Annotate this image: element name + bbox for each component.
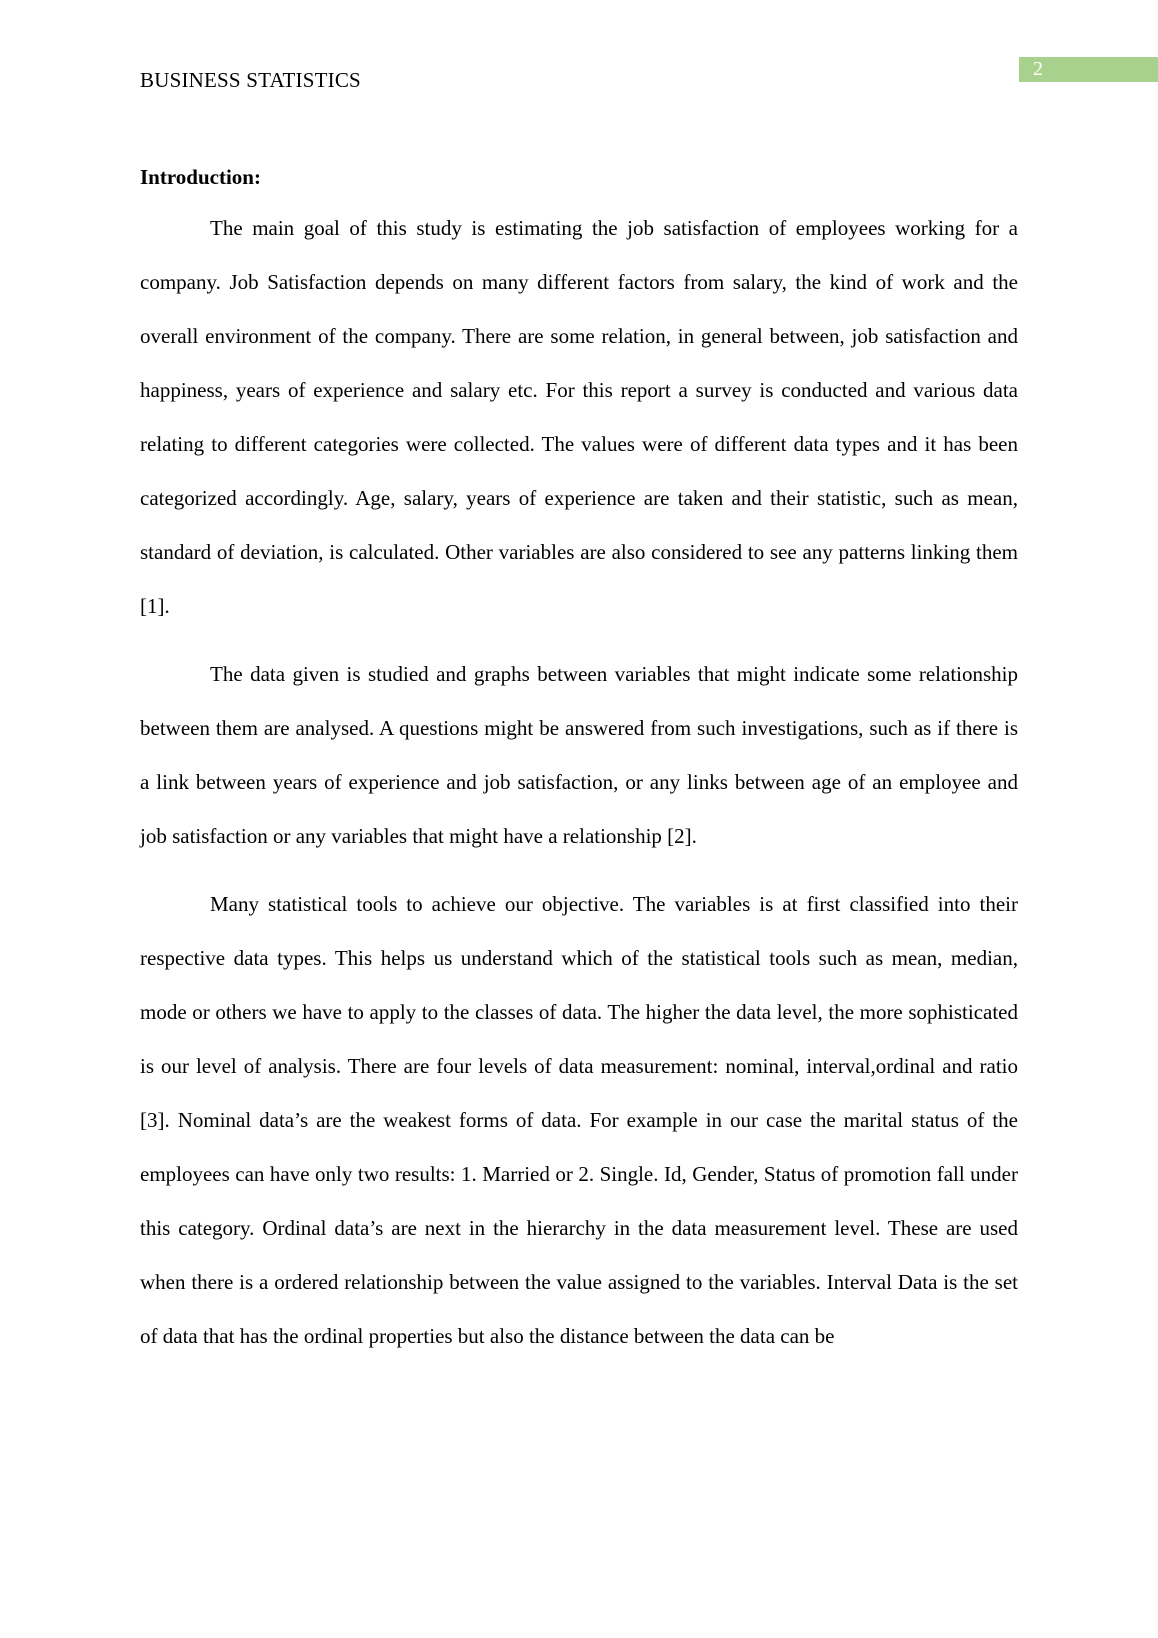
section-heading: Introduction: — [140, 165, 261, 189]
running-head: BUSINESS STATISTICS — [140, 68, 361, 92]
page-number: 2 — [1033, 58, 1043, 80]
page-number-badge — [1019, 57, 1158, 82]
document-body — [140, 160, 1018, 1377]
paragraph-1: The main goal of this study is estimating the job satisfaction of employees working for a company. Job Satisfaction depends on many different factors from salary, the kind of work and the overall environment of the company. There are some relation, in general between, job satisfaction and happiness, years of experience and salary etc. For this report a survey is conducted and various data relating to different categories were collected. The values were of different data types and it has been categorized accordingly. Age, salary, years of experience are taken and their statistic, such as mean, standard of deviation, is calculated. Other variables are also considered to see any patterns linking them [1]. — [140, 216, 1018, 618]
paragraph-3: Many statistical tools to achieve our objective. The variables is at first classified into their respective data types. This helps us understand which of the statistical tools such as mean, median, mode or others we have to apply to the classes of data. The higher the data level, the more sophisticated is our level of analysis. There are four levels of data measurement: nominal, interval,ordinal and ratio [3]. Nominal data’s are the weakest forms of data. For example in our case the marital status of the employees can have only two results: 1. Married or 2. Single. Id, Gender, Status of promotion fall under this category. Ordinal data’s are next in the hierarchy in the data measurement level. These are used when there is a ordered relationship between the value assigned to the variables. Interval Data is the set of data that has the ordinal properties but also the distance between the data can be — [140, 892, 1018, 1348]
paragraph-2: The data given is studied and graphs between variables that might indicate some relationship between them are analysed. A questions might be answered from such investigations, such as if there is a link between years of experience and job satisfaction, or any links between age of an employee and job satisfaction or any variables that might have a relationship [2]. — [140, 662, 1018, 848]
